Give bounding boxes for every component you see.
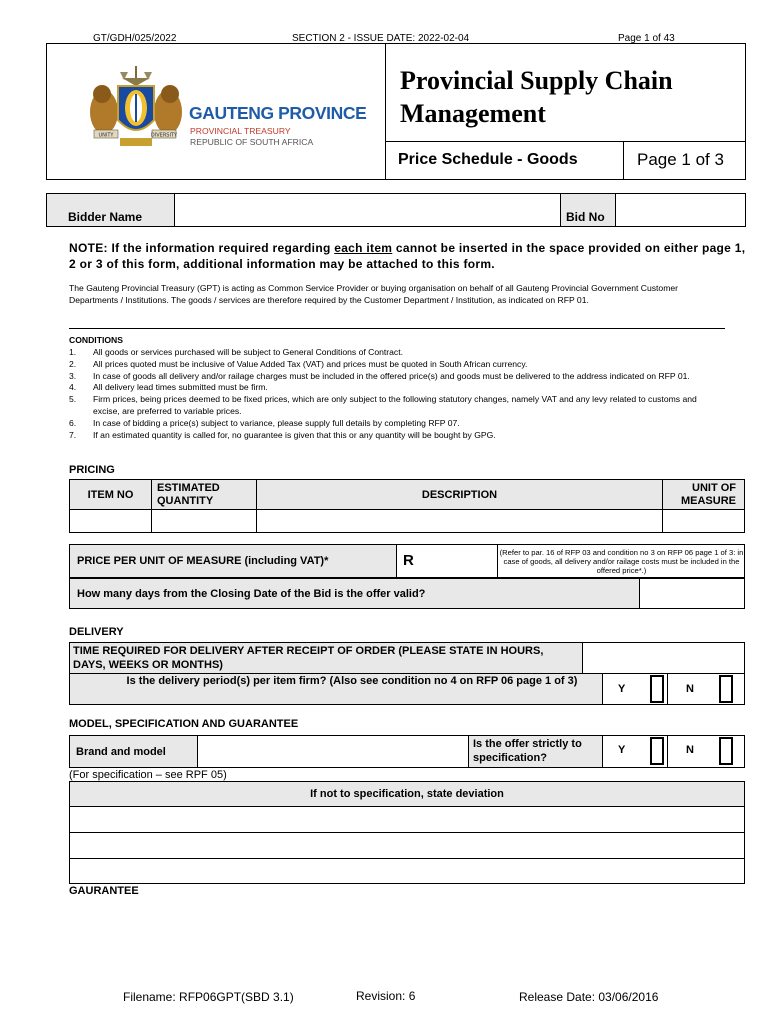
document-page-number: Page 1 of 43 bbox=[618, 33, 675, 44]
col-header-item-no: ITEM NO bbox=[87, 488, 134, 501]
logo-province-name: GAUTENG PROVINCE bbox=[189, 103, 367, 123]
deviation-field-1[interactable] bbox=[71, 808, 743, 831]
price-field[interactable] bbox=[420, 546, 495, 576]
description-field[interactable] bbox=[258, 511, 661, 532]
condition-number: 5. bbox=[69, 394, 77, 405]
bidder-name-field[interactable] bbox=[176, 195, 559, 225]
form-page-number: Page 1 of 3 bbox=[637, 150, 724, 169]
condition-item bbox=[69, 418, 724, 430]
delivery-firm-question: Is the delivery period(s) per item firm? (Also see condition no 4 on RFP 06 page 1 of 3) bbox=[126, 675, 578, 687]
specification-note: (For specification – see RPF 05) bbox=[69, 769, 227, 781]
condition-number: 6. bbox=[69, 417, 77, 428]
note-emphasis: each item bbox=[334, 241, 393, 255]
delivery-firm-no-label: N bbox=[686, 683, 694, 695]
deviation-header: If not to specification, state deviation bbox=[310, 788, 504, 800]
bidder-name-label: Bidder Name bbox=[68, 210, 143, 224]
spec-compliance-question: Is the offer strictly to specification? bbox=[473, 738, 582, 764]
condition-item bbox=[69, 371, 724, 383]
logo-department: PROVINCIAL TREASURY bbox=[190, 126, 291, 136]
condition-text: All goods or services purchased will be subject to General Conditions of Contract. bbox=[93, 347, 404, 357]
conditions-heading: CONDITIONS bbox=[69, 335, 123, 345]
condition-text: In case of goods all delivery and/or railage charges must be included in the offered price(s) and goods must be delivered to the address indicated on RFP 01. bbox=[93, 370, 690, 381]
logo-country: REPUBLIC OF SOUTH AFRICA bbox=[190, 137, 314, 147]
offer-validity-question: How many days from the Closing Date of the Bid is the offer valid? bbox=[77, 587, 426, 600]
item-no-field[interactable] bbox=[71, 511, 150, 532]
footer-revision: Revision: 6 bbox=[356, 989, 416, 1003]
delivery-time-question: TIME REQUIRED FOR DELIVERY AFTER RECEIPT OF ORDER (PLEASE STATE IN HOURS, DAYS, WEEKS OR MONTHS) bbox=[73, 645, 544, 671]
delivery-firm-no-checkbox[interactable] bbox=[719, 675, 733, 703]
guarantee-heading: GAURANTEE bbox=[69, 885, 139, 897]
condition-number: 2. bbox=[69, 358, 77, 369]
condition-item bbox=[69, 382, 724, 394]
condition-text: If an estimated quantity is called for, no guarantee is given that this or any quantity will be bought by GPG. bbox=[93, 429, 496, 440]
delivery-firm-yes-checkbox[interactable] bbox=[650, 675, 664, 703]
condition-item bbox=[69, 394, 724, 418]
price-per-unit-label: PRICE PER UNIT OF MEASURE (including VAT)* bbox=[77, 555, 329, 567]
spec-no-label: N bbox=[686, 744, 694, 756]
deviation-field-3[interactable] bbox=[71, 860, 743, 883]
bid-no-field[interactable] bbox=[617, 195, 744, 225]
note-text: NOTE: If the information required regarding each item cannot be inserted in the space provided on either page 1, 2 or 3 of this form, additional information may be attached to this form. bbox=[69, 241, 746, 271]
page-title-line1: Provincial Supply Chain bbox=[400, 66, 673, 95]
estimated-quantity-field[interactable] bbox=[153, 511, 255, 532]
gauteng-coat-of-arms-logo bbox=[84, 64, 188, 154]
bid-no-label: Bid No bbox=[566, 210, 605, 224]
intro-paragraph: The Gauteng Provincial Treasury (GPT) is acting as Common Service Provider or buying organisation on behalf of all Gauteng Provincial Government Customer Departments / Institutions. The goods / services are therefore required by the Customer Department / Institution, as indicated on RFP 01. bbox=[69, 283, 679, 305]
col-header-unit-of-measure: UNIT OF MEASURE bbox=[680, 481, 736, 507]
form-subtitle: Price Schedule - Goods bbox=[398, 151, 578, 168]
condition-item bbox=[69, 347, 724, 359]
model-spec-heading: MODEL, SPECIFICATION AND GUARANTEE bbox=[69, 718, 299, 730]
condition-number: 1. bbox=[69, 347, 77, 357]
logo-motto-right: DIVERSITY bbox=[150, 132, 178, 139]
document-reference: GT/GDH/025/2022 bbox=[93, 33, 177, 44]
logo-motto-left: UNITY bbox=[98, 132, 114, 139]
brand-model-label: Brand and model bbox=[76, 745, 166, 758]
condition-text: Firm prices, being prices deemed to be fixed prices, which are only subject to the following statutory changes, namely VAT and any levy related to customs and excise, are preferred to variable prices. bbox=[93, 394, 697, 416]
condition-text: All delivery lead times submitted must be firm. bbox=[93, 382, 268, 393]
col-header-estimated-quantity: ESTIMATED QUANTITY bbox=[157, 481, 220, 507]
condition-text: In case of bidding a price(s) subject to variance, please supply full details by completing RFP 07. bbox=[93, 417, 460, 428]
delivery-heading: DELIVERY bbox=[69, 626, 124, 638]
deviation-field-2[interactable] bbox=[71, 834, 743, 857]
footer-filename: Filename: RFP06GPT(SBD 3.1) bbox=[123, 990, 294, 1004]
pricing-heading: PRICING bbox=[69, 464, 115, 476]
unit-of-measure-field[interactable] bbox=[664, 511, 744, 532]
delivery-firm-yes-label: Y bbox=[618, 683, 626, 695]
footer-release-date: Release Date: 03/06/2016 bbox=[519, 990, 659, 1004]
condition-number: 3. bbox=[69, 370, 77, 381]
spec-yes-label: Y bbox=[618, 744, 626, 756]
condition-number: 4. bbox=[69, 382, 77, 393]
brand-model-field[interactable] bbox=[199, 737, 467, 766]
condition-item bbox=[69, 430, 724, 442]
col-header-description: DESCRIPTION bbox=[421, 488, 498, 501]
offer-validity-days-field[interactable] bbox=[641, 580, 743, 607]
condition-number: 7. bbox=[69, 429, 77, 440]
spec-yes-checkbox[interactable] bbox=[650, 737, 664, 765]
delivery-time-field[interactable] bbox=[584, 644, 743, 672]
condition-text: All prices quoted must be inclusive of Value Added Tax (VAT) and prices must be quoted in South African currency. bbox=[93, 358, 528, 369]
condition-item bbox=[69, 359, 724, 371]
page-title bbox=[400, 64, 673, 130]
section-issue-date: SECTION 2 - ISSUE DATE: 2022-02-04 bbox=[292, 33, 470, 44]
conditions-list bbox=[69, 347, 724, 441]
page-title-line2: Management bbox=[400, 99, 546, 128]
spec-no-checkbox[interactable] bbox=[719, 737, 733, 765]
currency-symbol: R bbox=[403, 552, 414, 569]
price-note: (Refer to par. 16 of RFP 03 and condition no 3 on RFP 06 page 1 of 3: in case of goods, all delivery and/or railage costs must be included in the offered price*.) bbox=[499, 547, 744, 575]
